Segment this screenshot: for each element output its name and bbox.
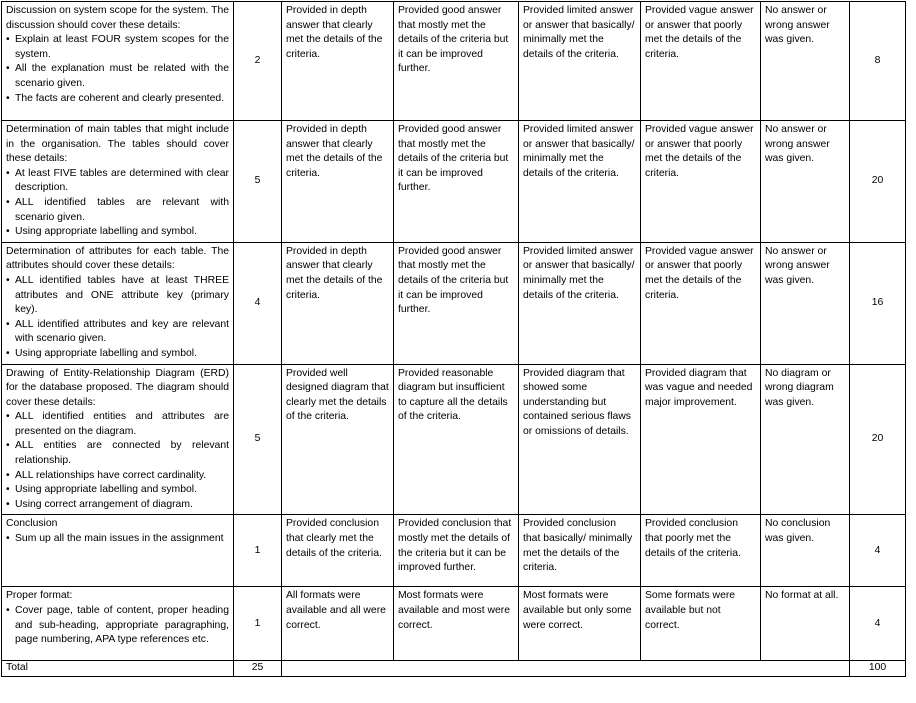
level-excellent-cell: Provided in depth answer that clearly met the details of the criteria. — [282, 121, 394, 243]
weight-cell: 1 — [234, 515, 282, 587]
criterion-bullets — [6, 532, 229, 547]
criterion-bullet: • Using appropriate labelling and symbol. — [6, 225, 229, 240]
level-excellent-cell: Provided in depth answer that clearly met the details of the criteria. — [282, 242, 394, 364]
criterion-bullets — [6, 167, 229, 240]
marks-cell: 8 — [850, 2, 906, 121]
rubric-row — [2, 364, 906, 515]
total-weight: 25 — [234, 661, 282, 677]
rubric-table — [1, 1, 906, 677]
weight-cell: 1 — [234, 587, 282, 661]
criterion-title: Conclusion — [6, 518, 58, 530]
criterion-bullets — [6, 604, 229, 648]
level-none-cell: No diagram or wrong diagram was given. — [761, 364, 850, 515]
rubric-body — [2, 2, 906, 661]
criterion-title: Determination of attributes for each table. The attributes should cover these details: — [6, 245, 229, 272]
level-good-cell: Most formats were available and most were correct. — [394, 587, 519, 661]
level-good-cell: Provided good answer that mostly met the details of the criteria but it can be improved further. — [394, 242, 519, 364]
level-good-cell: Provided conclusion that mostly met the details of the criteria but it can be improved further. — [394, 515, 519, 587]
level-poor-cell: Provided conclusion that poorly met the details of the criteria. — [641, 515, 761, 587]
level-excellent-cell: Provided well designed diagram that clearly met the details of the criteria. — [282, 364, 394, 515]
weight-cell: 5 — [234, 121, 282, 243]
total-marks: 100 — [850, 661, 906, 677]
rubric-row — [2, 515, 906, 587]
weight-cell: 2 — [234, 2, 282, 121]
criterion-bullet: • All the explanation must be related with the scenario given. — [6, 62, 229, 91]
level-none-cell: No conclusion was given. — [761, 515, 850, 587]
criterion-bullets — [6, 33, 229, 106]
level-fair-cell: Provided diagram that showed some understanding but contained serious flaws or omissions of details. — [519, 364, 641, 515]
criterion-cell — [2, 2, 234, 121]
level-fair-cell: Provided limited answer or answer that basically/ minimally met the details of the criteria. — [519, 242, 641, 364]
marks-cell: 20 — [850, 121, 906, 243]
marks-cell: 4 — [850, 515, 906, 587]
criterion-bullet: • Using appropriate labelling and symbol. — [6, 483, 229, 498]
rubric-row — [2, 587, 906, 661]
level-poor-cell: Some formats were available but not correct. — [641, 587, 761, 661]
criterion-bullet: • ALL identified tables are relevant with scenario given. — [6, 196, 229, 225]
level-fair-cell: Provided conclusion that basically/ minimally met the details of the criteria. — [519, 515, 641, 587]
criterion-bullet: • ALL identified attributes and key are relevant with scenario given. — [6, 318, 229, 347]
level-poor-cell: Provided vague answer or answer that poorly met the details of the criteria. — [641, 121, 761, 243]
level-poor-cell: Provided vague answer or answer that poorly met the details of the criteria. — [641, 2, 761, 121]
criterion-title: Drawing of Entity-Relationship Diagram (ERD) for the database proposed. The diagram should cover these details: — [6, 367, 229, 408]
level-poor-cell: Provided diagram that was vague and needed major improvement. — [641, 364, 761, 515]
level-good-cell: Provided reasonable diagram but insufficient to capture all the details of the criteria. — [394, 364, 519, 515]
criterion-bullet: • ALL entities are connected by relevant relationship. — [6, 439, 229, 468]
criterion-cell — [2, 587, 234, 661]
level-excellent-cell: All formats were available and all were correct. — [282, 587, 394, 661]
level-none-cell: No answer or wrong answer was given. — [761, 121, 850, 243]
marks-cell: 16 — [850, 242, 906, 364]
level-none-cell: No answer or wrong answer was given. — [761, 2, 850, 121]
criterion-bullet: • Explain at least FOUR system scopes for the system. — [6, 33, 229, 62]
criterion-cell — [2, 121, 234, 243]
rubric-row — [2, 2, 906, 121]
level-good-cell: Provided good answer that mostly met the details of the criteria but it can be improved further. — [394, 121, 519, 243]
criterion-bullets — [6, 274, 229, 362]
marks-cell: 20 — [850, 364, 906, 515]
criterion-bullet: • ALL identified tables have at least THREE attributes and ONE attribute key (primary key). — [6, 274, 229, 318]
criterion-cell — [2, 242, 234, 364]
criterion-title: Proper format: — [6, 590, 73, 602]
total-label: Total — [2, 661, 234, 677]
total-spacer — [282, 661, 850, 677]
level-none-cell: No answer or wrong answer was given. — [761, 242, 850, 364]
level-fair-cell: Provided limited answer or answer that basically/ minimally met the details of the criteria. — [519, 121, 641, 243]
criterion-title: Determination of main tables that might include in the organisation. The tables should cover these details: — [6, 124, 229, 165]
criterion-bullet: • Using appropriate labelling and symbol. — [6, 347, 229, 362]
criterion-bullet: • Using correct arrangement of diagram. — [6, 498, 229, 513]
level-excellent-cell: Provided conclusion that clearly met the details of the criteria. — [282, 515, 394, 587]
criterion-bullets — [6, 410, 229, 512]
criterion-bullet: • Sum up all the main issues in the assignment — [6, 532, 229, 547]
level-fair-cell: Most formats were available but only some were correct. — [519, 587, 641, 661]
weight-cell: 5 — [234, 364, 282, 515]
total-row — [2, 661, 906, 677]
criterion-title: Discussion on system scope for the system. The discussion should cover these details: — [6, 5, 229, 31]
level-excellent-cell: Provided in depth answer that clearly met the details of the criteria. — [282, 2, 394, 121]
level-none-cell: No format at all. — [761, 587, 850, 661]
level-fair-cell: Provided limited answer or answer that basically/ minimally met the details of the criteria. — [519, 2, 641, 121]
criterion-cell — [2, 364, 234, 515]
marks-cell: 4 — [850, 587, 906, 661]
criterion-bullet: • The facts are coherent and clearly presented. — [6, 92, 229, 107]
rubric-row — [2, 242, 906, 364]
level-poor-cell: Provided vague answer or answer that poorly met the details of the criteria. — [641, 242, 761, 364]
level-good-cell: Provided good answer that mostly met the details of the criteria but it can be improved further. — [394, 2, 519, 121]
criterion-bullet: • Cover page, table of content, proper heading and sub-heading, appropriate paragraphing, page numbering, APA type references etc. — [6, 604, 229, 648]
criterion-bullet: • At least FIVE tables are determined with clear description. — [6, 167, 229, 196]
criterion-bullet: • ALL identified entities and attributes are presented on the diagram. — [6, 410, 229, 439]
criterion-cell — [2, 515, 234, 587]
rubric-row — [2, 121, 906, 243]
weight-cell: 4 — [234, 242, 282, 364]
criterion-bullet: • ALL relationships have correct cardinality. — [6, 469, 229, 484]
